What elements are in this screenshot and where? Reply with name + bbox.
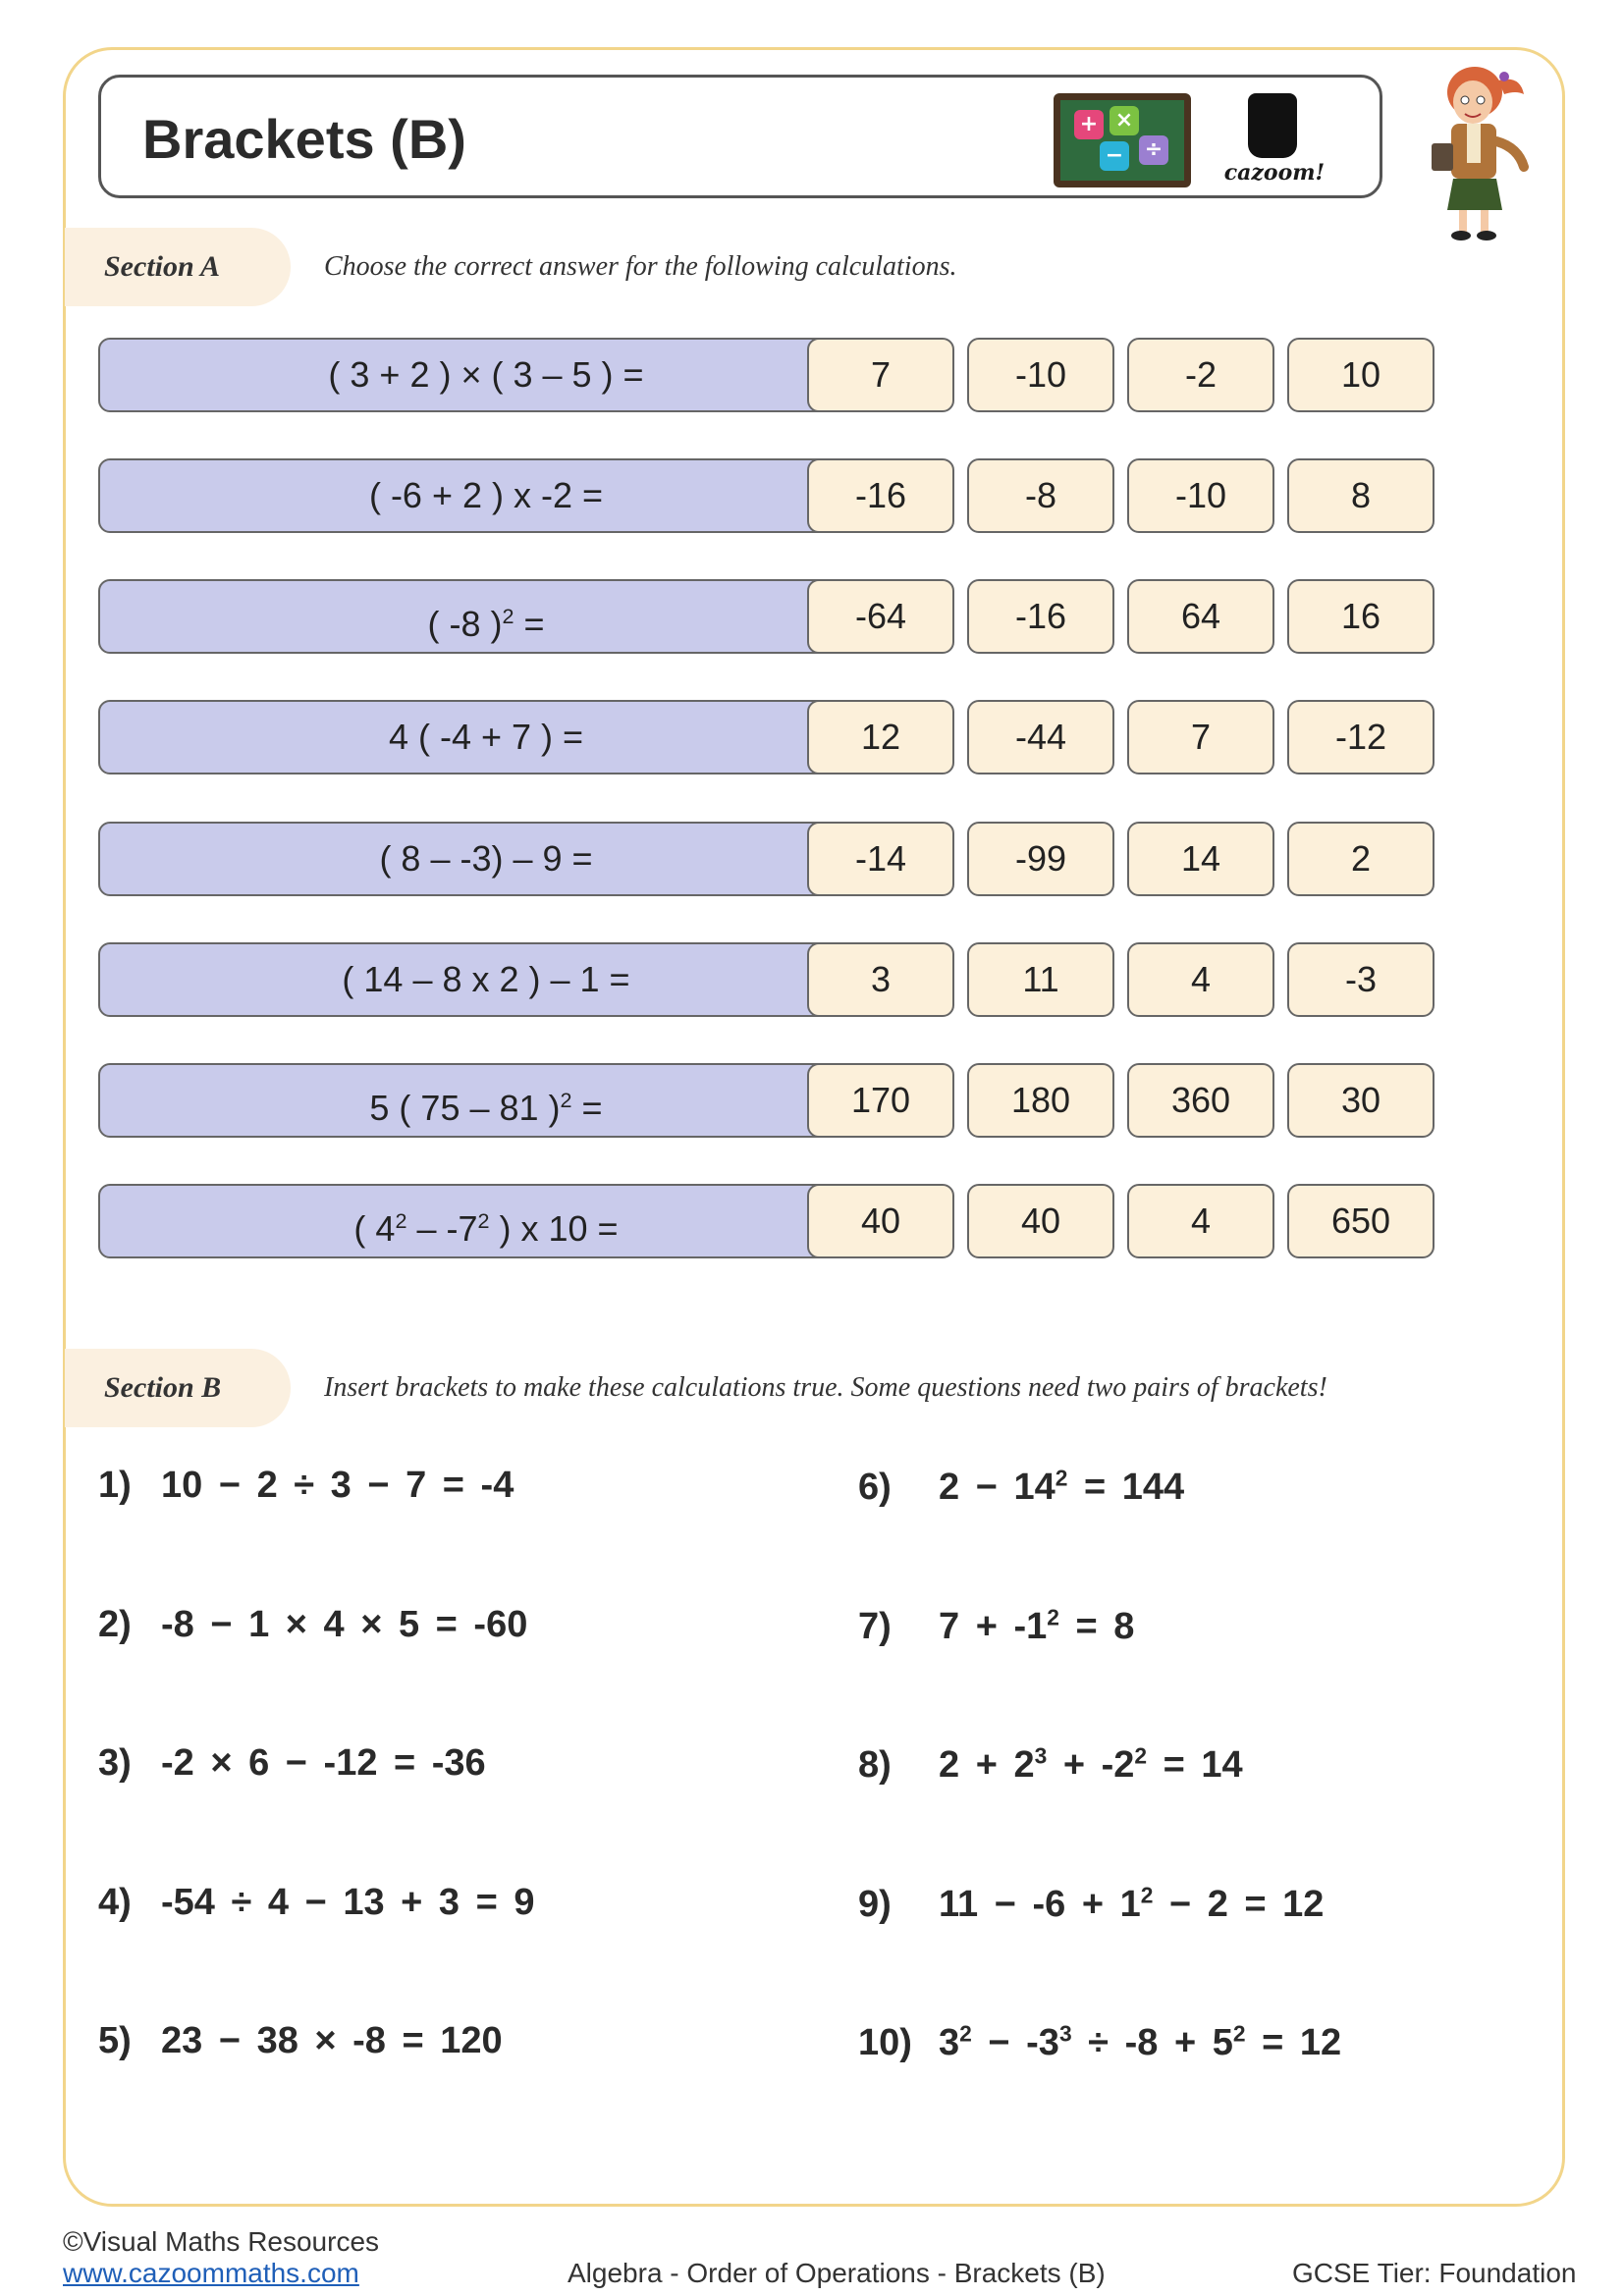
cazoom-logo	[1220, 87, 1328, 189]
insert-brackets-question	[858, 1604, 1134, 1648]
answer-option[interactable]: -3	[1287, 942, 1435, 1017]
question-expression: 10 − 2 ÷ 3 − 7 = -4	[161, 1465, 514, 1506]
cazoom-logo-text: cazoom!	[1223, 160, 1326, 186]
answer-option[interactable]: 2	[1287, 822, 1435, 896]
answer-option[interactable]: 650	[1287, 1184, 1435, 1258]
times-icon: ×	[1110, 106, 1139, 135]
answer-option[interactable]: 4	[1127, 942, 1274, 1017]
insert-brackets-question	[858, 1882, 1324, 1926]
answer-option[interactable]: 180	[967, 1063, 1114, 1138]
section-a-instruction: Choose the correct answer for the following calculations.	[324, 251, 957, 282]
answer-option[interactable]: 16	[1287, 579, 1435, 654]
question-number: 4)	[98, 1882, 132, 1923]
plus-icon: +	[1074, 110, 1104, 139]
answer-option[interactable]: -16	[807, 458, 954, 533]
minus-icon: −	[1100, 141, 1129, 171]
question-number: 3)	[98, 1742, 132, 1784]
section-b-label: Section B	[65, 1349, 291, 1427]
question-row	[98, 579, 1538, 654]
question-expression: -54 ÷ 4 − 13 + 3 = 9	[161, 1882, 535, 1923]
question-expression: $7 + -1^2 = 8$	[939, 1604, 1135, 1647]
question-number: 7)	[858, 1605, 892, 1647]
answer-option[interactable]: 14	[1127, 822, 1274, 896]
question-expression: ( -6 + 2 ) x -2 =	[98, 458, 874, 533]
question-expression: -8 − 1 × 4 × 5 = -60	[161, 1604, 528, 1645]
question-expression: 4 ( -4 + 7 ) =	[98, 700, 874, 774]
question-expression: -2 × 6 − -12 = -36	[161, 1742, 486, 1784]
insert-brackets-question	[98, 1742, 486, 1785]
question-expression: $2 + 2^3 + -2^2 = 14$	[939, 1742, 1243, 1786]
insert-brackets-question	[98, 1465, 514, 1507]
answer-option[interactable]: 7	[807, 338, 954, 412]
insert-brackets-question	[858, 1742, 1243, 1787]
answer-option[interactable]: 64	[1127, 579, 1274, 654]
question-row	[98, 942, 1538, 1017]
question-row	[98, 822, 1538, 896]
answer-option[interactable]: 30	[1287, 1063, 1435, 1138]
answer-option[interactable]: -44	[967, 700, 1114, 774]
answer-option[interactable]: -10	[967, 338, 1114, 412]
insert-brackets-question	[98, 2020, 503, 2062]
answer-option[interactable]: -2	[1127, 338, 1274, 412]
footer-tier: GCSE Tier: Foundation	[1292, 2258, 1577, 2288]
answer-option[interactable]: -14	[807, 822, 954, 896]
insert-brackets-question	[858, 1465, 1184, 1509]
footer-copyright: ©Visual Maths Resources	[63, 2226, 380, 2257]
title-box	[98, 75, 1382, 198]
question-number: 6)	[858, 1466, 892, 1508]
answer-option[interactable]: 4	[1127, 1184, 1274, 1258]
section-a-label: Section A	[65, 228, 291, 306]
answer-option[interactable]: 3	[807, 942, 954, 1017]
answer-option[interactable]: 360	[1127, 1063, 1274, 1138]
question-expression: ( 8 – -3) – 9 =	[98, 822, 874, 896]
question-expression: $3^2 - -3^3 \div -8 + 5^2 = 12$	[939, 2020, 1342, 2063]
answer-option[interactable]: -10	[1127, 458, 1274, 533]
page-title: Brackets (B)	[142, 108, 466, 170]
question-expression: ( $4^2 - -7^2$ ) x 10 =	[98, 1184, 874, 1258]
question-row	[98, 700, 1538, 774]
drum-icon	[1248, 93, 1297, 158]
section-b-instruction: Insert brackets to make these calculations true. Some questions need two pairs of brackets!	[324, 1372, 1327, 1403]
question-expression: 23 − 38 × -8 = 120	[161, 2020, 503, 2061]
answer-option[interactable]: 10	[1287, 338, 1435, 412]
answer-option[interactable]: 40	[807, 1184, 954, 1258]
question-expression: 5 ( 75 – 81 )$^2$ =	[98, 1063, 874, 1138]
answer-option[interactable]: 7	[1127, 700, 1274, 774]
insert-brackets-question	[858, 2020, 1341, 2064]
question-number: 8)	[858, 1743, 892, 1786]
answer-option[interactable]: -8	[967, 458, 1114, 533]
teacher-mascot-illustration	[1414, 63, 1542, 249]
question-expression: ( 14 – 8 x 2 ) – 1 =	[98, 942, 874, 1017]
answer-option[interactable]: 11	[967, 942, 1114, 1017]
divide-icon: ÷	[1139, 135, 1168, 165]
answer-option[interactable]: 40	[967, 1184, 1114, 1258]
insert-brackets-question	[98, 1882, 534, 1924]
question-expression: $2 - 14^2 = 144$	[939, 1465, 1185, 1508]
insert-brackets-question	[98, 1604, 527, 1646]
question-expression: ( -8 )$^2$ =	[98, 579, 874, 654]
question-row	[98, 1063, 1538, 1138]
question-row	[98, 458, 1538, 533]
answer-option[interactable]: 170	[807, 1063, 954, 1138]
maths-board-logo	[1054, 93, 1191, 187]
footer-topic: Algebra - Order of Operations - Brackets (B)	[568, 2258, 1106, 2288]
answer-option[interactable]: 12	[807, 700, 954, 774]
answer-option[interactable]: -12	[1287, 700, 1435, 774]
question-row	[98, 1184, 1538, 1258]
question-row	[98, 338, 1538, 412]
answer-option[interactable]: 8	[1287, 458, 1435, 533]
question-expression: $11 - -6 + 1^2 - 2 = 12$	[939, 1882, 1325, 1925]
question-number: 2)	[98, 1604, 132, 1645]
footer-website-link[interactable]: www.cazoommaths.com	[63, 2258, 359, 2288]
question-expression: ( 3 + 2 ) × ( 3 – 5 ) =	[98, 338, 874, 412]
answer-option[interactable]: -64	[807, 579, 954, 654]
question-number: 1)	[98, 1465, 132, 1506]
answer-option[interactable]: -16	[967, 579, 1114, 654]
question-number: 5)	[98, 2020, 132, 2061]
question-number: 10)	[858, 2021, 912, 2063]
question-number: 9)	[858, 1883, 892, 1925]
answer-option[interactable]: -99	[967, 822, 1114, 896]
